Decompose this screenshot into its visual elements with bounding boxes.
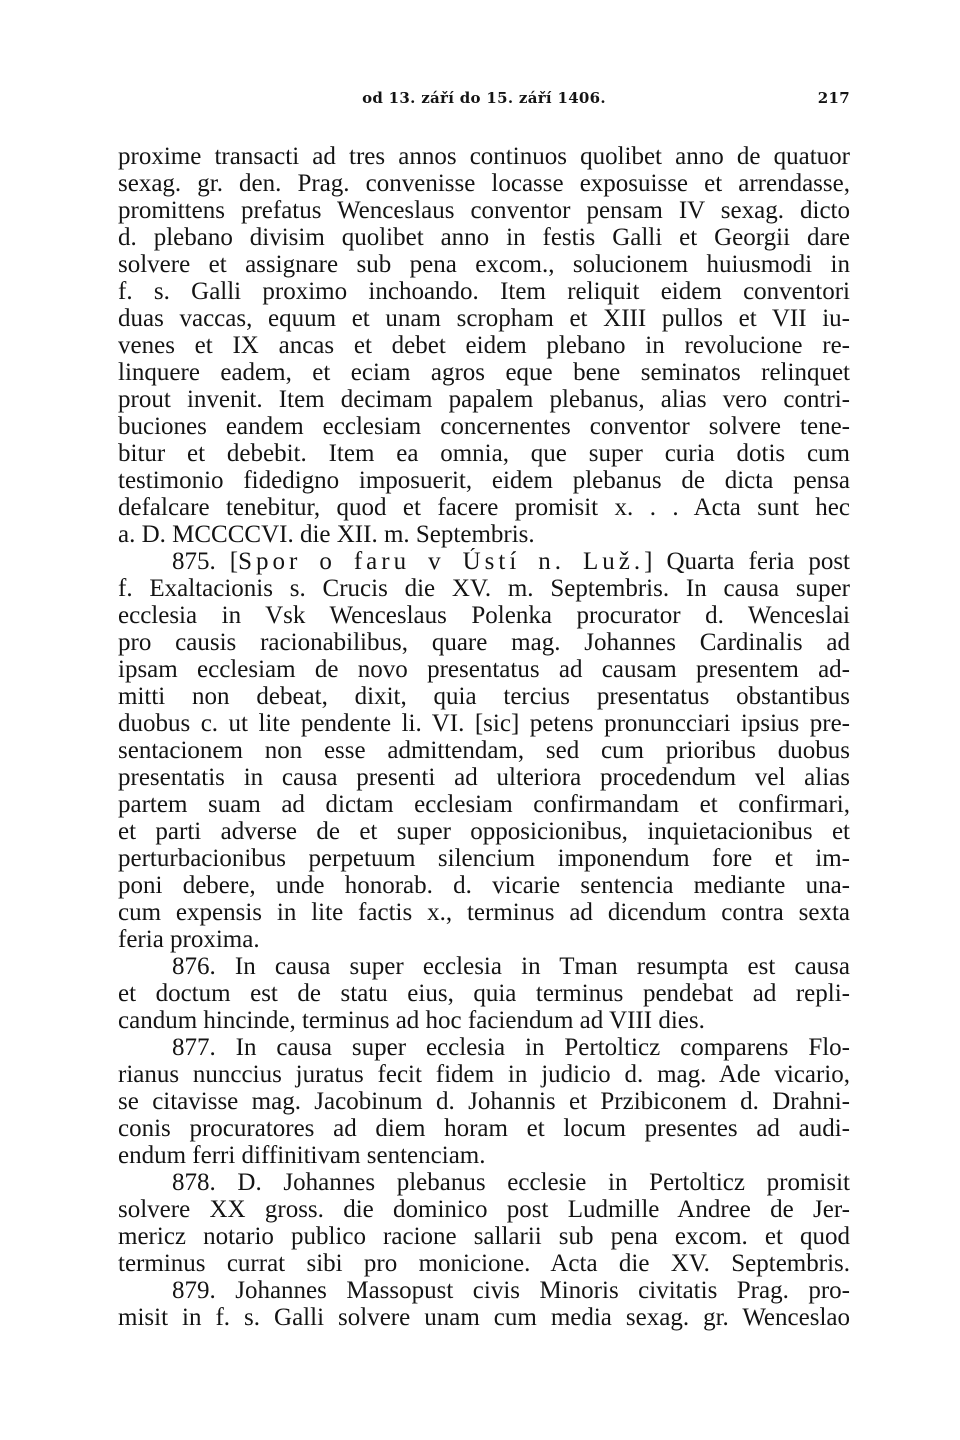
text-line: linquere eadem, et eciam agros eque bene seminatos relinquet [118,359,850,386]
text-line: a. D. MCCCCVI. die XII. m. Septembris. [118,521,535,548]
text-line: sentacionem non esse admittendam, sed cum prioribus duobus [118,737,850,764]
text-line: ipsam ecclesiam de novo presentatus ad causam presentem ad- [118,656,850,683]
text-line: partem suam ad dictam ecclesiam confirmandam et confirmari, [118,791,850,818]
text-line: duas vaccas, equum et unam scropham et XIII pullos et VII iu- [118,305,850,332]
text-line: solvere et assignare sub pena excom., solucionem huiusmodi in [118,251,850,278]
text-line: bitur et debebit. Item ea omnia, que super curia dotis cum [118,440,850,467]
body-text [118,143,850,1331]
text-line: 878. D. Johannes plebanus ecclesie in Pertolticz promisit [172,1169,850,1196]
text-line: et doctum est de statu eius, quia terminus pendebat ad repli- [118,980,850,1007]
text-line: mitti non debeat, dixit, quia tercius presentatus obstantibus [118,683,850,710]
text-line: duobus c. ut lite pendente li. VI. [sic] petens pronuncciari ipsius pre- [118,710,850,737]
text-line: solvere XX gross. die dominico post Ludmille Andree de Jer- [118,1196,850,1223]
text-line: f. s. Galli proximo inchoando. Item reliquit eidem conventori [118,278,850,305]
text-line: 879. Johannes Massopust civis Minoris civitatis Prag. pro- [172,1277,850,1304]
text-line: cum expensis in lite factis x., terminus ad dicendum contra sexta [118,899,850,926]
text-line: endum ferri diffinitivam sentenciam. [118,1142,486,1169]
text-line: et parti adverse de et super opposicionibus, inquietacionibus et [118,818,850,845]
text-line: buciones eandem ecclesiam concernentes conventor solvere tene- [118,413,850,440]
entry-rubric: Spor o faru v Ústí n. Luž. [238,548,645,575]
text-line: venes et IX ancas et debet eidem plebano in revolucione re- [118,332,850,359]
text-line: rianus nunccius juratus fecit fidem in judicio d. mag. Ade vicario, [118,1061,850,1088]
text-line: pro causis racionabilibus, quare mag. Johannes Cardinalis ad [118,629,850,656]
page-number: 217 [817,89,850,107]
text-line: promittens prefatus Wenceslaus conventor pensam IV sexag. dicto [118,197,850,224]
text-line: perturbacionibus perpetuum silencium imponendum fore et im- [118,845,850,872]
text-line: conis procuratores ad diem horam et locum presentes ad audi- [118,1115,850,1142]
text-line: se citavisse mag. Jacobinum d. Johannis et Przibiconem d. Drahni- [118,1088,850,1115]
entry-number: 875. [ [172,548,239,575]
entry-875-heading [118,548,850,575]
text-line: terminus currat sibi pro monicione. Acta die XV. Septembris. [118,1250,850,1277]
text-line: 876. In causa super ecclesia in Tman resumpta est causa [172,953,850,980]
text-line: presentatis in causa presenti ad ulteriora procedendum vel alias [118,764,850,791]
entry-heading-rest: ] Quarta feria post [644,548,850,575]
text-line: sexag. gr. den. Prag. convenisse locasse exposuisse et arrendasse, [118,170,850,197]
text-line: prout invenit. Item decimam papalem plebanus, alias vero contri- [118,386,850,413]
text-line: misit in f. s. Galli solvere unam cum media sexag. gr. Wenceslao [118,1304,850,1331]
text-line: ecclesia in Vsk Wenceslaus Polenka procurator d. Wenceslai [118,602,850,629]
text-line: mericz notario publico racione sallarii sub pena excom. et quod [118,1223,850,1250]
text-line: 877. In causa super ecclesia in Pertolticz comparens Flo- [172,1034,850,1061]
text-line: f. Exaltacionis s. Crucis die XV. m. Septembris. In causa super [118,575,850,602]
text-line: testimonio fidedigno imposuerit, eidem plebanus de dicta pensa [118,467,850,494]
page-header [118,89,850,111]
text-line: poni debere, unde honorab. d. vicarie sentencia mediante una- [118,872,850,899]
running-head: od 13. září do 15. září 1406. [362,89,606,107]
text-line: defalcare tenebitur, quod et facere promisit x. . . Acta sunt hec [118,494,850,521]
text-line: feria proxima. [118,926,260,953]
text-line: d. plebano divisim quolibet anno in festis Galli et Georgii dare [118,224,850,251]
text-line: candum hincinde, terminus ad hoc faciendum ad VIII dies. [118,1007,705,1034]
text-line: proxime transacti ad tres annos continuos quolibet anno de quatuor [118,143,850,170]
